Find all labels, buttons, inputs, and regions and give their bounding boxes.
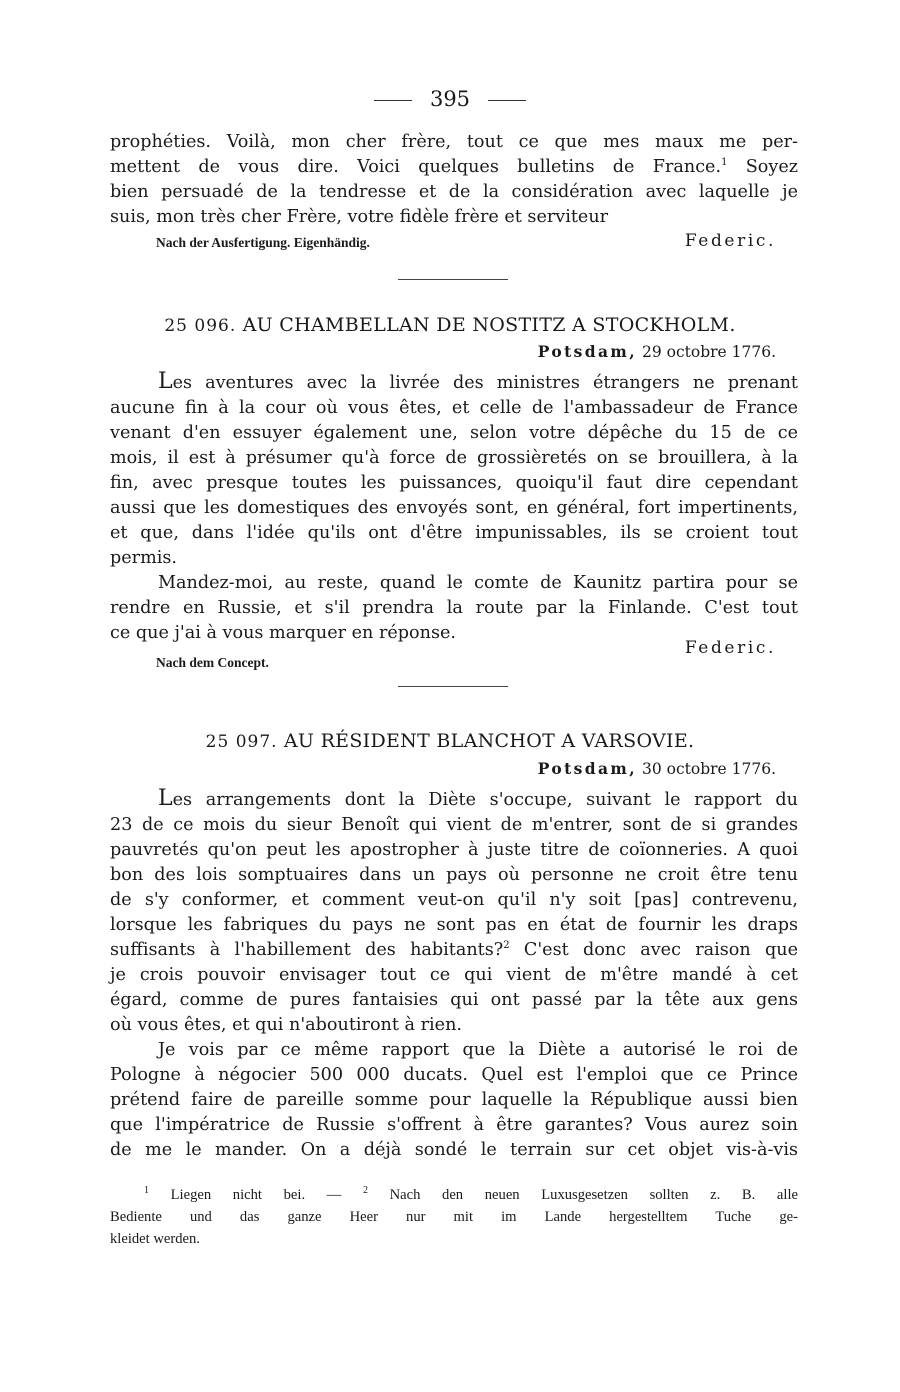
signature: Federic. — [684, 231, 776, 251]
text-line: Les aventures avec la livrée des ministres étrangers ne prenant — [158, 369, 798, 394]
text-line: permis. — [110, 548, 178, 568]
text-line: suis, mon très cher Frère, votre fidèle frère et serviteur — [110, 207, 609, 227]
text-line: aucune fin à la cour où vous êtes, et celle de l'ambassadeur de France — [110, 398, 798, 418]
text-line: aussi que les domestiques des envoyés sont, en général, fort impertinents, — [110, 498, 798, 518]
letter-heading — [0, 728, 900, 755]
text-line: rendre en Russie, et s'il prendra la route par la Finlande. C'est tout — [110, 598, 798, 618]
text-line: prétend faire de pareille somme pour laquelle la République aussi bien — [110, 1090, 798, 1110]
text-line: mettent de vous dire. Voici quelques bulletins de France.$^1$ Soyez — [110, 157, 799, 177]
text-line: prophéties. Voilà, mon cher frère, tout ce que mes maux me per- — [110, 132, 798, 152]
place: Potsdam, — [537, 759, 638, 778]
text-line: égard, comme de pures fantaisies qui ont passé par la tête aux gens — [110, 990, 798, 1010]
header-dash-left — [374, 100, 412, 101]
footnote-line: $^1$ Liegen nicht bei. — $^2$ Nach den neuen Luxusgesetzen sollten z. B. alle — [144, 1185, 798, 1203]
dateline — [538, 341, 776, 363]
text-line: bon des lois somptuaires dans un pays où personne ne croit être tenu — [110, 865, 798, 885]
footnote-line: Bediente und das ganze Heer nur mit im Lande hergestelltem Tuche ge- — [110, 1209, 798, 1225]
text-line: pauvretés qu'on peut les apostropher à juste titre de coïonneries. A quoi — [110, 840, 798, 860]
text-line: de s'y conformer, et comment veut-on qu'il n'y soit [pas] contrevenu, — [110, 890, 798, 910]
initial-letter: L — [158, 369, 173, 394]
footnote-line: kleidet werden. — [110, 1231, 200, 1247]
footnote-ref: 2 — [503, 940, 510, 952]
letter-title: AU RÉSIDENT BLANCHOT A VARSOVIE. — [283, 730, 695, 752]
letter-title: AU CHAMBELLAN DE NOSTITZ A STOCKHOLM. — [242, 314, 736, 336]
text-line: ce que j'ai à vous marquer en réponse. — [110, 623, 456, 643]
text-line: Les arrangements dont la Diète s'occupe, suivant le rapport du — [158, 786, 798, 811]
letter-body — [110, 786, 798, 1163]
letter-number: 25 096. — [164, 316, 237, 336]
text-line: bien persuadé de la tendresse et de la considération avec laquelle je — [110, 182, 798, 202]
text-line: je crois pouvoir envisager tout ce qui vient de m'être mandé à cet — [110, 965, 798, 985]
section-divider — [398, 279, 508, 280]
page-number: 395 — [429, 87, 471, 111]
text-line: de me le mander. On a déjà sondé le terrain sur cet objet vis-à-vis — [110, 1140, 798, 1160]
dateline — [538, 758, 776, 780]
section-divider — [398, 686, 508, 687]
date: 30 octobre 1776. — [641, 760, 776, 778]
text-line: lorsque les fabriques du pays ne sont pas en état de fournir les draps — [110, 915, 798, 935]
text-line: 23 de ce mois du sieur Benoît qui vient de m'entrer, sont de si grandes — [110, 815, 798, 835]
initial-letter: L — [158, 786, 173, 811]
footnotes — [110, 1184, 798, 1250]
text-line: Mandez-moi, au reste, quand le comte de Kaunitz partira pour se — [158, 573, 798, 593]
page-header — [0, 86, 900, 112]
letter-heading — [0, 312, 900, 339]
prev-letter-text — [110, 130, 798, 230]
text-line: fin, avec presque toutes les puissances, quoiqu'il faut dire cependant — [110, 473, 798, 493]
source-note: Nach dem Concept. — [156, 655, 269, 670]
letter-number: 25 097. — [205, 732, 278, 752]
footnote-ref: 1 — [721, 157, 728, 169]
text-line: mois, il est à présumer qu'à force de grossièretés on se brouillera, à la — [110, 448, 798, 468]
text-line: venant d'en essuyer également une, selon votre dépêche du 15 de ce — [110, 423, 798, 443]
header-dash-right — [488, 100, 526, 101]
source-note: Nach der Ausfertigung. Eigenhändig. — [156, 235, 370, 250]
text-line: et que, dans l'idée qu'ils ont d'être impunissables, ils se croient tout — [110, 523, 798, 543]
text-line: Pologne à négocier 500 000 ducats. Quel est l'emploi que ce Prince — [110, 1065, 798, 1085]
letter-body — [110, 369, 798, 646]
text-line: suffisants à l'habillement des habitants?$^2$ C'est donc avec raison que — [110, 940, 798, 960]
text-line: que l'impératrice de Russie s'offrent à être garantes? Vous aurez soin — [110, 1115, 798, 1135]
footnote-mark: 1 — [144, 1185, 149, 1197]
footnote-mark: 2 — [362, 1185, 368, 1197]
signature: Federic. — [684, 638, 776, 658]
text-line: Je vois par ce même rapport que la Diète a autorisé le roi de — [158, 1040, 798, 1060]
text-line: où vous êtes, et qui n'aboutiront à rien. — [110, 1015, 462, 1035]
place: Potsdam, — [537, 342, 638, 361]
date: 29 octobre 1776. — [641, 343, 776, 361]
